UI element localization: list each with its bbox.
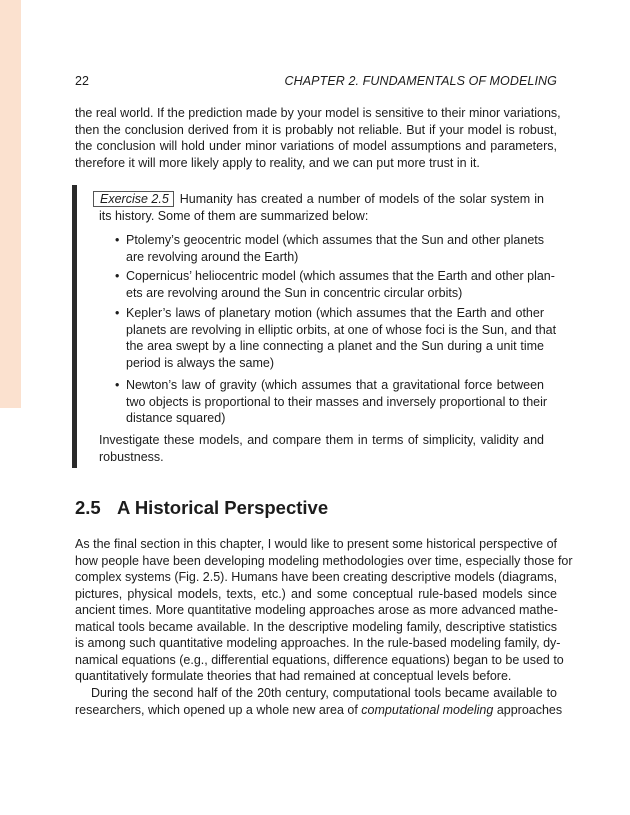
text-line: is among such quantitative modeling approaches. In the rule-based modeling family, dy- <box>75 636 561 650</box>
body-paragraph-1 <box>75 536 573 685</box>
text-run: approaches <box>496 702 563 717</box>
text-line: ets are revolving around the Sun in concentric circular orbits) <box>126 285 463 300</box>
exercise-bullet-list <box>115 232 544 265</box>
text-line: then the conclusion derived from it is probably not reliable. But if your model is robust, <box>75 122 557 137</box>
exercise-intro: Humanity has created a number of models of the solar system in <box>179 192 544 206</box>
text-line: Newton’s law of gravity (which assumes that a gravitational force between <box>126 378 544 392</box>
list-item <box>115 305 557 371</box>
text-line: During the second half of the 20th century, computational tools became available to <box>91 686 557 700</box>
bullet-icon: • <box>115 306 120 320</box>
page-margin-strip <box>0 0 21 408</box>
text-line: Copernicus’ heliocentric model (which assumes that the Earth and other plan- <box>126 269 555 283</box>
emphasized-term: computational modeling <box>361 702 494 717</box>
text-line: the area swept by a line connecting a planet and the Sun during a unit time <box>126 339 544 353</box>
text-line: Investigate these models, and compare them in terms of simplicity, validity and <box>99 433 544 447</box>
text-line: its history. Some of them are summarized below: <box>99 208 369 223</box>
section-heading <box>75 497 328 519</box>
text-line: the real world. If the prediction made by your model is sensitive to their minor variations, <box>75 106 561 120</box>
list-item <box>115 232 544 265</box>
section-number: 2.5 <box>75 497 101 518</box>
exercise-sidebar-rule <box>72 185 77 468</box>
text-line: the conclusion will hold under minor variations of model assumptions and parameters, <box>75 139 557 153</box>
text-line: two objects is proportional to their masses and inversely proportional to their <box>126 394 548 409</box>
text-line: matical tools became available. In the descriptive modeling family, descriptive statistics <box>75 619 557 634</box>
exercise-bullet-list <box>115 377 548 427</box>
list-item <box>115 377 548 427</box>
exercise-label: Exercise 2.5 <box>93 191 174 207</box>
text-line: As the final section in this chapter, I would like to present some historical perspective of <box>75 537 557 551</box>
text-line: Ptolemy’s geocentric model (which assumes that the Sun and other planets <box>126 233 544 247</box>
exercise-bullet-list <box>115 268 555 301</box>
text-line: robustness. <box>99 449 164 464</box>
bullet-icon: • <box>115 378 120 392</box>
text-line: therefore it will more likely apply to reality, and we can put more trust in it. <box>75 155 480 170</box>
exercise-bullet-list <box>115 305 557 371</box>
exercise-closing <box>99 432 544 465</box>
text-line <box>75 702 563 719</box>
text-line: how people have been developing modeling methodologies over time, especially those for <box>75 553 573 568</box>
text-line: Kepler’s laws of planetary motion (which assumes that the Earth and other <box>126 306 544 320</box>
bullet-icon: • <box>115 269 120 283</box>
text-line: pictures, physical models, texts, etc.) and some conceptual rule-based models since <box>75 586 557 601</box>
text-line: complex systems (Fig. 2.5). Humans have been creating descriptive models (diagrams, <box>75 570 558 584</box>
text-line: quantitatively formulate theories that had remained at conceptual levels before. <box>75 669 512 683</box>
text-line: namical equations (e.g., differential equations, difference equations) began to be used to <box>75 652 564 667</box>
text-line: are revolving around the Earth) <box>126 249 299 264</box>
text-line: period is always the same) <box>126 355 274 370</box>
page-header <box>75 74 557 90</box>
intro-paragraph <box>75 105 561 171</box>
running-head: CHAPTER 2. FUNDAMENTALS OF MODELING <box>284 74 557 88</box>
text-line: distance squared) <box>126 411 226 425</box>
text-line: ancient times. More quantitative modeling approaches arose as more advanced mathe- <box>75 603 558 617</box>
exercise-first-line <box>99 191 544 208</box>
text-line: planets are revolving in elliptic orbits, at one of whose foci is the Sun, and that <box>126 322 557 337</box>
text-run: researchers, which opened up a whole new area of <box>75 702 358 717</box>
exercise-block <box>99 191 544 224</box>
page-number: 22 <box>75 74 89 88</box>
section-title: A Historical Perspective <box>117 497 329 518</box>
body-paragraph-2 <box>75 685 563 718</box>
bullet-icon: • <box>115 233 120 247</box>
list-item <box>115 268 555 301</box>
